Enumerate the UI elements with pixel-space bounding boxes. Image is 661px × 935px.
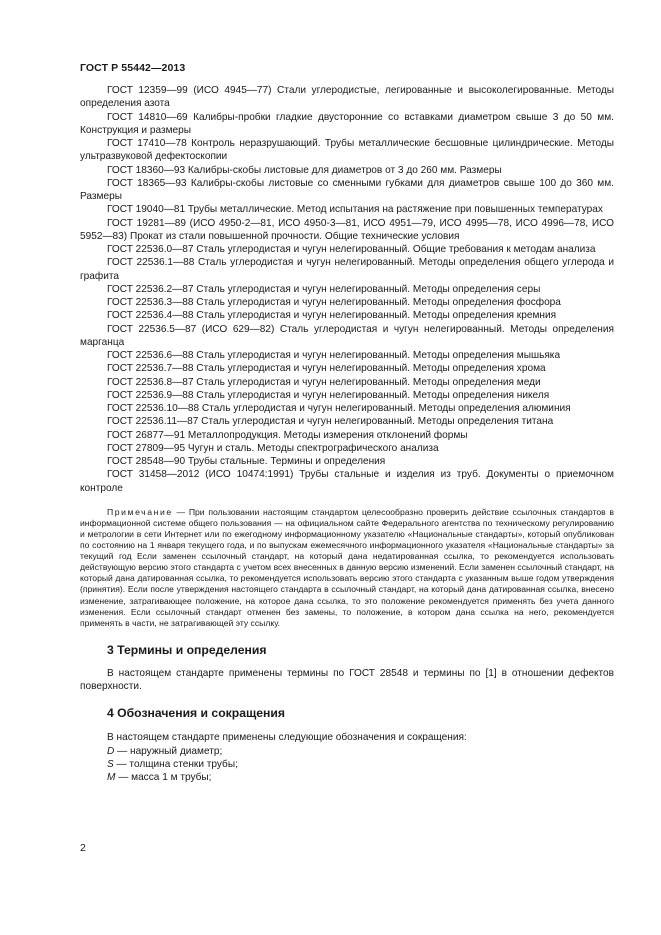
reference-item: ГОСТ 14810—69 Калибры-пробки гладкие двусторонние со вставками диаметром свыше 3 до 50 мм. Конструкция и размеры bbox=[80, 111, 614, 136]
symbol-item bbox=[80, 771, 614, 784]
section-4-intro: В настоящем стандарте применены следующие обозначения и сокращения: bbox=[107, 732, 467, 744]
reference-item: ГОСТ 22536.1—88 Сталь углеродистая и чугун нелегированный. Методы определения общего углерода и графита bbox=[80, 257, 614, 282]
section-4-title: 4 Обозначения и сокращения bbox=[107, 706, 286, 721]
reference-item: ГОСТ 31458—2012 (ИСО 10474:1991) Трубы стальные и изделия из труб. Документы о приемочном контроле bbox=[80, 469, 614, 494]
symbol: S bbox=[107, 758, 114, 770]
reference-item: ГОСТ 22536.10—88 Сталь углеродистая и чугун нелегированный. Методы определения алюминия bbox=[107, 403, 571, 414]
reference-item: ГОСТ 22536.3—88 Сталь углеродистая и чугун нелегированный. Методы определения фосфора bbox=[107, 297, 561, 308]
reference-item: ГОСТ 19281—89 (ИСО 4950-2—81, ИСО 4950-3—81, ИСО 4951—79, ИСО 4995—78, ИСО 4996—78, ИСО 5952—83) Прокат из стали повышенной прочности. Общие технические условия bbox=[80, 217, 614, 242]
symbol-definition: — наружный диаметр; bbox=[114, 745, 223, 757]
symbol: M bbox=[107, 772, 116, 784]
symbol: D bbox=[107, 745, 115, 757]
section-3-title: 3 Термины и определения bbox=[107, 642, 267, 657]
page-content bbox=[80, 84, 614, 784]
reference-item: ГОСТ 22536.9—88 Сталь углеродистая и чугун нелегированный. Методы определения никеля bbox=[107, 389, 550, 401]
reference-item: ГОСТ 18365—93 Калибры-скобы листовые со сменными губками для диаметров свыше 100 до 360 мм. Размеры bbox=[80, 177, 614, 202]
note-label: Примечание bbox=[107, 506, 173, 517]
reference-item: ГОСТ 28548—90 Трубы стальные. Термины и определения bbox=[107, 456, 386, 467]
reference-item: ГОСТ 19040—81 Трубы металлические. Метод испытания на растяжение при повышенных температурах bbox=[107, 204, 603, 216]
reference-item: ГОСТ 22536.7—88 Сталь углеродистая и чугун нелегированный. Методы определения хрома bbox=[107, 363, 546, 375]
reference-item: ГОСТ 27809—95 Чугун и сталь. Методы спектрографического анализа bbox=[107, 442, 439, 454]
references-list bbox=[80, 84, 614, 495]
symbol-item bbox=[80, 758, 614, 771]
symbol-definition: — толщина стенки трубы; bbox=[113, 758, 238, 770]
reference-item: ГОСТ 22536.5—87 (ИСО 629—82) Сталь углеродистая и чугун нелегированный. Методы определения марганца bbox=[80, 323, 614, 348]
reference-item: ГОСТ 18360—93 Калибры-скобы листовые для диаметров от 3 до 260 мм. Размеры bbox=[107, 164, 502, 176]
page-number: 2 bbox=[80, 842, 86, 854]
reference-item: ГОСТ 22536.11—87 Сталь углеродистая и чугун нелегированный. Методы определения титана bbox=[107, 416, 554, 428]
reference-item: ГОСТ 22536.8—87 Сталь углеродистая и чугун нелегированный. Методы определения меди bbox=[107, 376, 541, 388]
reference-note bbox=[80, 507, 614, 629]
reference-item: ГОСТ 22536.6—88 Сталь углеродистая и чугун нелегированный. Методы определения мышьяка bbox=[107, 350, 561, 361]
symbol-item bbox=[80, 745, 614, 758]
document-header: ГОСТ Р 55442—2013 bbox=[80, 62, 186, 74]
reference-item: ГОСТ 26877—91 Металлопродукция. Методы измерения отклонений формы bbox=[107, 429, 468, 441]
note-text: — При пользовании настоящим стандартом целесообразно проверить действие ссылочных стандартов в информационной системе общего пользования — на официальном сайте Федерального агентства по техническому регулированию и метрологии в сети Интернет или по ежегодному информационному указателю «Национальные стандарты», который опубликован по состоянию на 1 января текущего года, и по выпускам ежемесячного информационного указателя «Национальные стандарты» за текущий год Если заменен ссылочный стандарт, на который дана недатированная ссылка, то рекомендуется использовать действующую версию этого стандарта с учетом всех внесенных в данную версию изменений. Если заменен ссылочный стандарт, на который дана датированная ссылка, то рекомендуется использовать версию этого стандарта с указанным выше годом утверждения (принятия). Если после утверждения настоящего стандарта в ссылочный стандарт, на который дана датированная ссылка, внесено изменение, затрагивающее положение, на которое дана ссылка, то это положение рекомендуется применять без учета данного изменения. Если ссылочный стандарт отменен без замены, то положение, в котором дана ссылка на него, рекомендуется применять в части, не затрагивающей эту ссылку. bbox=[80, 506, 614, 628]
reference-item: ГОСТ 12359—99 (ИСО 4945—77) Стали углеродистые, легированные и высоколегированные. Методы определения азота bbox=[80, 85, 614, 110]
reference-item: ГОСТ 22536.2—87 Сталь углеродистая и чугун нелегированный. Методы определения серы bbox=[107, 283, 541, 295]
reference-item: ГОСТ 22536.0—87 Сталь углеродистая и чугун нелегированный. Общие требования к методам анализа bbox=[107, 244, 596, 255]
reference-item: ГОСТ 17410—78 Контроль неразрушающий. Трубы металлические бесшовные цилиндрические. Методы ультразвуковой дефектоскопии bbox=[80, 138, 614, 163]
reference-item: ГОСТ 22536.4—88 Сталь углеродистая и чугун нелегированный. Методы определения кремния bbox=[107, 310, 557, 322]
symbol-definition: — масса 1 м трубы; bbox=[115, 772, 212, 784]
section-3-text: В настоящем стандарте применены термины по ГОСТ 28548 и термины по [1] в отношении дефектов поверхности. bbox=[80, 667, 614, 693]
